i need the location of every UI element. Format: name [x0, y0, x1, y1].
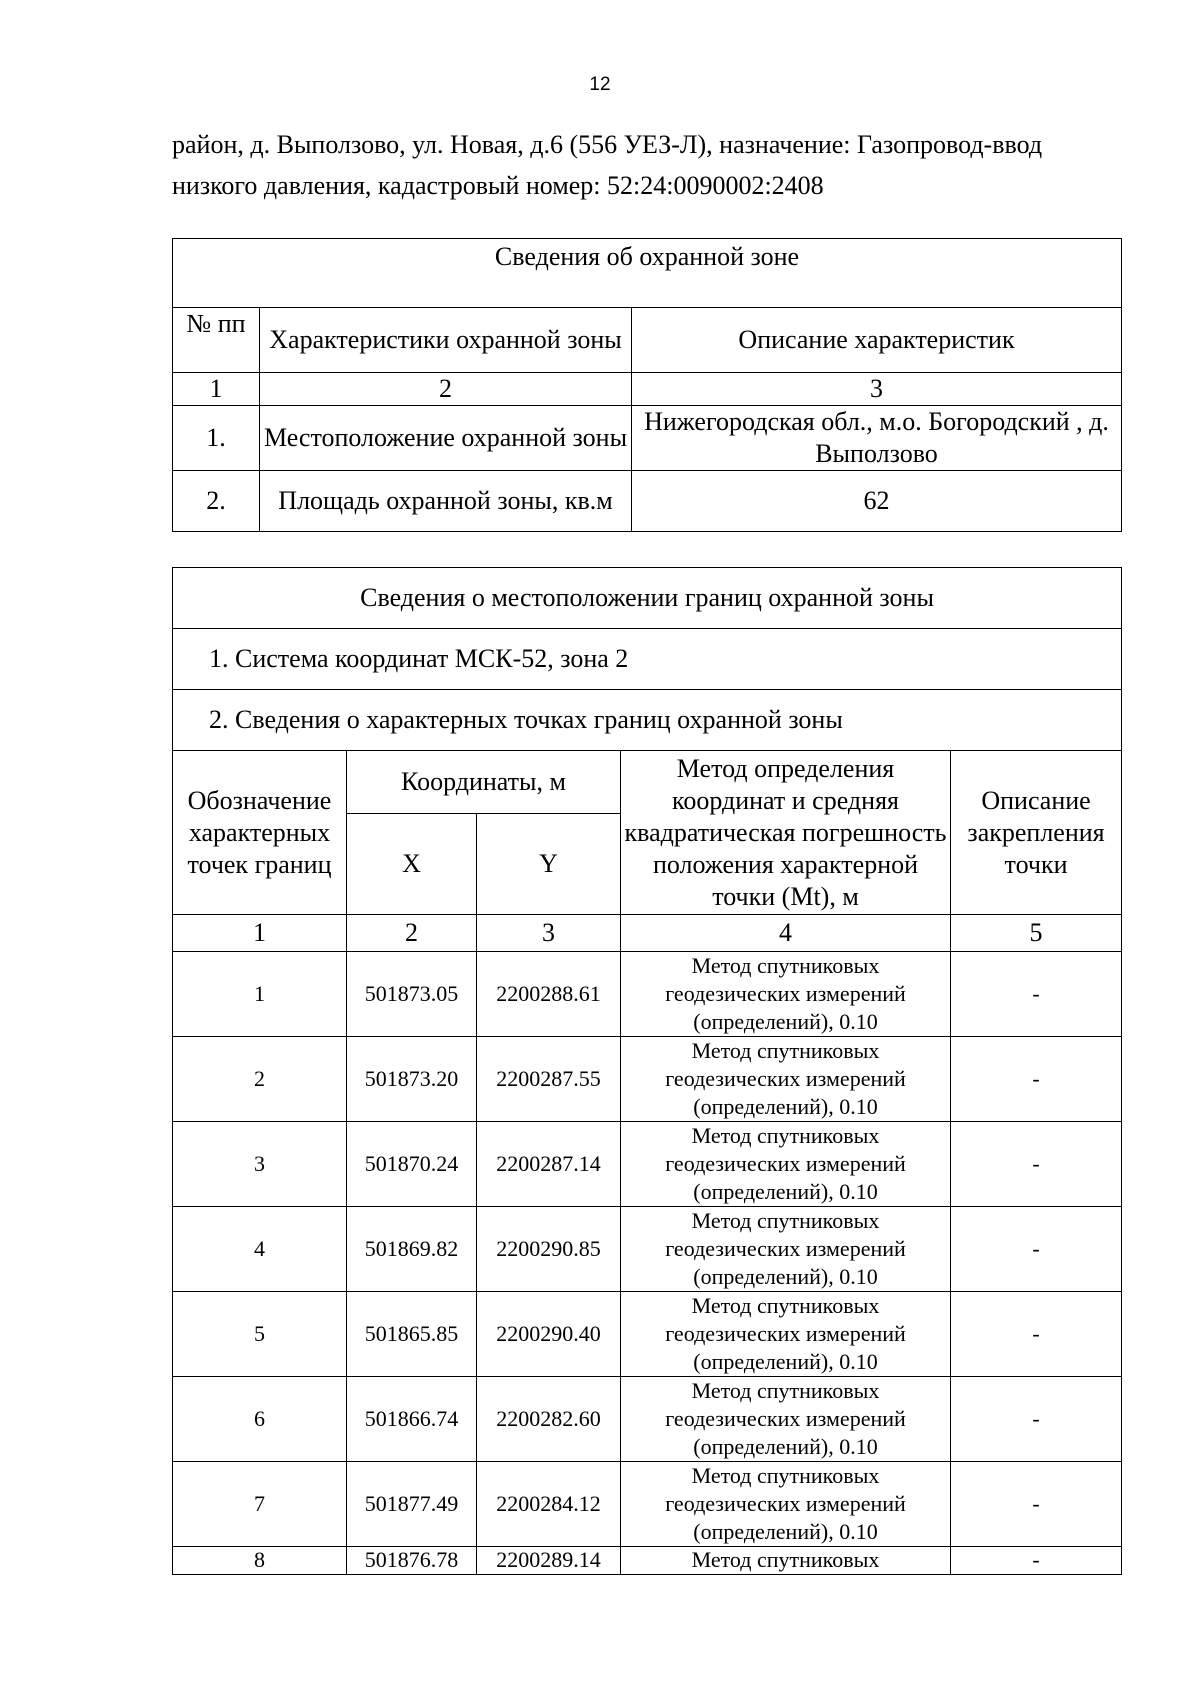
- row-num: 2.: [173, 471, 260, 532]
- row-num: 1.: [173, 406, 260, 471]
- point-x: 501869.82: [347, 1207, 477, 1292]
- point-id: 8: [173, 1547, 347, 1575]
- zone-info-title: Сведения об охранной зоне: [173, 239, 1122, 308]
- point-x: 501877.49: [347, 1462, 477, 1547]
- table-row: [173, 952, 1122, 1037]
- col-number: 1: [173, 915, 347, 952]
- point-fixing: -: [951, 1377, 1122, 1462]
- table-row: [173, 1292, 1122, 1377]
- table-row: [173, 1377, 1122, 1462]
- header-num: № пп: [173, 308, 260, 373]
- boundary-table: [172, 567, 1122, 1575]
- point-y: 2200287.55: [477, 1037, 621, 1122]
- row-description: Нижегородская обл., м.о. Богородский , д. Выползово: [632, 406, 1122, 471]
- point-x: 501866.74: [347, 1377, 477, 1462]
- point-fixing: -: [951, 1292, 1122, 1377]
- zone-info-table: [172, 238, 1122, 532]
- table-row: [173, 1207, 1122, 1292]
- point-y: 2200290.85: [477, 1207, 621, 1292]
- point-x: 501876.78: [347, 1547, 477, 1575]
- header-method: Метод определения координат и средняя квадратическая погрешность положения характерной точки (Mt), м: [621, 751, 951, 915]
- point-id: 7: [173, 1462, 347, 1547]
- point-fixing: -: [951, 1547, 1122, 1575]
- point-y: 2200290.40: [477, 1292, 621, 1377]
- point-id: 6: [173, 1377, 347, 1462]
- header-x: X: [347, 814, 477, 915]
- point-method: Метод спутниковых геодезических измерений (определений), 0.10: [621, 1462, 951, 1547]
- point-id: 5: [173, 1292, 347, 1377]
- row-description: 62: [632, 471, 1122, 532]
- table-row: [173, 1462, 1122, 1547]
- point-y: 2200282.60: [477, 1377, 621, 1462]
- point-fixing: -: [951, 1462, 1122, 1547]
- point-x: 501870.24: [347, 1122, 477, 1207]
- point-x: 501873.05: [347, 952, 477, 1037]
- point-method: Метод спутниковых: [621, 1547, 951, 1575]
- table-row: [173, 1547, 1122, 1575]
- col-number: 4: [621, 915, 951, 952]
- header-designation: Обозначение характерных точек границ: [173, 751, 347, 915]
- point-y: 2200284.12: [477, 1462, 621, 1547]
- intro-line-1: район, д. Выползово, ул. Новая, д.6 (556 УЕЗ-Л), назначение: Газопровод-ввод: [172, 130, 1043, 159]
- point-x: 501865.85: [347, 1292, 477, 1377]
- table-row: [173, 1122, 1122, 1207]
- point-id: 4: [173, 1207, 347, 1292]
- point-id: 3: [173, 1122, 347, 1207]
- point-method: Метод спутниковых геодезических измерений (определений), 0.10: [621, 1377, 951, 1462]
- intro-paragraph: [172, 124, 1132, 206]
- point-y: 2200287.14: [477, 1122, 621, 1207]
- point-y: 2200288.61: [477, 952, 621, 1037]
- point-id: 1: [173, 952, 347, 1037]
- page-number: 12: [589, 74, 611, 95]
- point-fixing: -: [951, 1207, 1122, 1292]
- header-fixing: Описание закрепления точки: [951, 751, 1122, 915]
- row-characteristic: Местоположение охранной зоны: [260, 406, 632, 471]
- point-x: 501873.20: [347, 1037, 477, 1122]
- header-coords: Координаты, м: [347, 751, 621, 814]
- point-y: 2200289.14: [477, 1547, 621, 1575]
- col-number: 1: [173, 373, 260, 406]
- point-method: Метод спутниковых геодезических измерений (определений), 0.10: [621, 952, 951, 1037]
- point-method: Метод спутниковых геодезических измерений (определений), 0.10: [621, 1292, 951, 1377]
- boundary-title: Сведения о местоположении границ охранной зоны: [173, 568, 1122, 629]
- col-number: 2: [347, 915, 477, 952]
- point-fixing: -: [951, 1122, 1122, 1207]
- row-characteristic: Площадь охранной зоны, кв.м: [260, 471, 632, 532]
- point-id: 2: [173, 1037, 347, 1122]
- col-number: 3: [477, 915, 621, 952]
- header-description: Описание характеристик: [632, 308, 1122, 373]
- points-title: 2. Сведения о характерных точках границ охранной зоны: [173, 690, 1122, 751]
- header-y: Y: [477, 814, 621, 915]
- intro-line-2: низкого давления, кадастровый номер: 52:24:0090002:2408: [172, 171, 824, 200]
- table-row: [173, 1037, 1122, 1122]
- point-fixing: -: [951, 1037, 1122, 1122]
- header-characteristic: Характеристики охранной зоны: [260, 308, 632, 373]
- coordinate-system: 1. Система координат МСК-52, зона 2: [173, 629, 1122, 690]
- point-method: Метод спутниковых геодезических измерений (определений), 0.10: [621, 1037, 951, 1122]
- point-fixing: -: [951, 952, 1122, 1037]
- col-number: 5: [951, 915, 1122, 952]
- point-method: Метод спутниковых геодезических измерений (определений), 0.10: [621, 1207, 951, 1292]
- point-method: Метод спутниковых геодезических измерений (определений), 0.10: [621, 1122, 951, 1207]
- col-number: 2: [260, 373, 632, 406]
- col-number: 3: [632, 373, 1122, 406]
